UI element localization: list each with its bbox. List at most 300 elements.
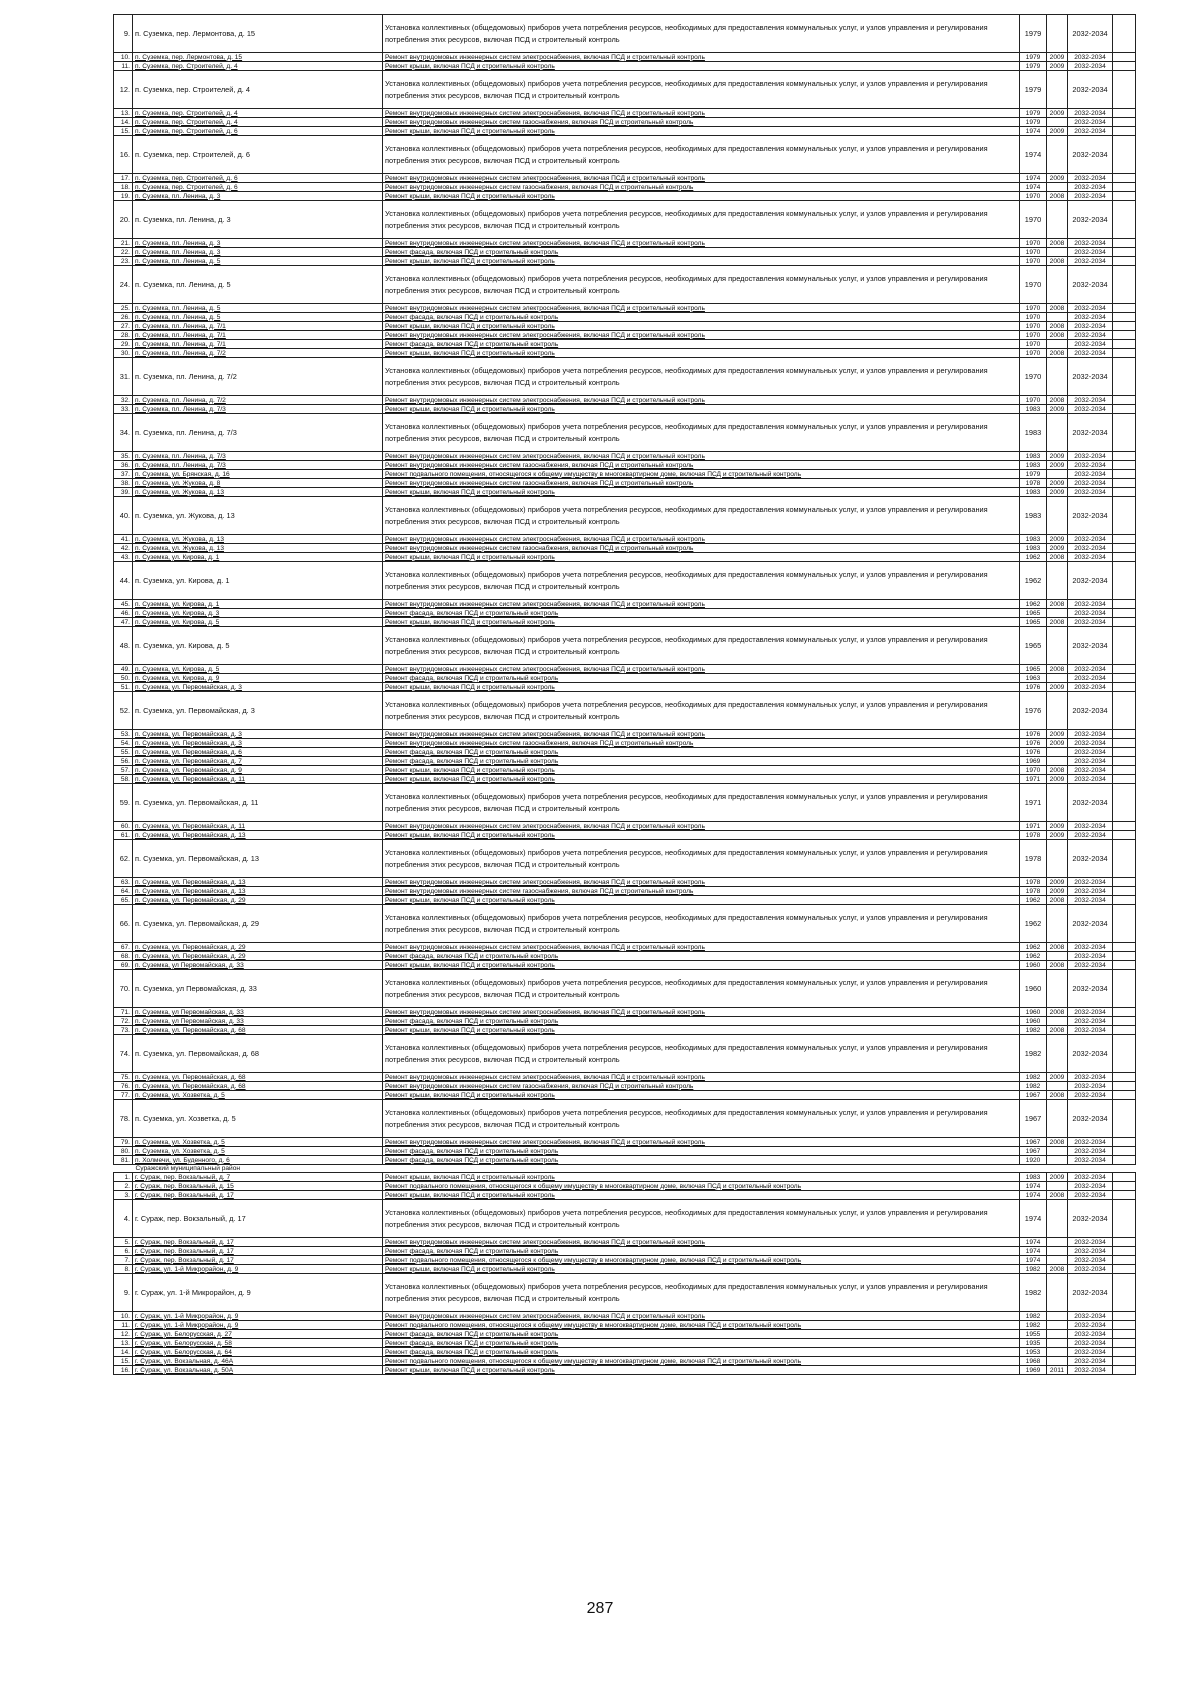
planned-period-cell: 2032-2034 <box>1068 878 1113 887</box>
last-repair-year-cell: 2011 <box>1047 1366 1068 1375</box>
year-built-cell: 1983 <box>1020 461 1047 470</box>
table-row <box>114 952 1136 961</box>
row-number-cell: 52. <box>114 692 133 730</box>
work-type-cell: Ремонт внутридомовых инженерных систем электроснабжения, включая ПСД и строительный контроль <box>383 822 1020 831</box>
year-built-cell: 1970 <box>1020 201 1047 239</box>
empty-cell <box>1113 665 1136 674</box>
empty-cell <box>1113 248 1136 257</box>
year-built-cell: 1978 <box>1020 840 1047 878</box>
empty-cell <box>1113 553 1136 562</box>
address-cell: п. Суземка, ул. Хозветка, д. 5 <box>133 1147 383 1156</box>
planned-period-cell: 2032-2034 <box>1068 609 1113 618</box>
table-row <box>114 109 1136 118</box>
row-number-cell: 23. <box>114 257 133 266</box>
table-row <box>114 1274 1136 1312</box>
address-cell: г. Сураж, пер. Вокзальный, д. 15 <box>133 1182 383 1191</box>
row-number-cell: 21. <box>114 239 133 248</box>
empty-cell <box>1113 674 1136 683</box>
row-number-cell: 15. <box>114 127 133 136</box>
work-type-cell: Ремонт фасада, включая ПСД и строительный контроль <box>383 952 1020 961</box>
row-number-cell: 24. <box>114 266 133 304</box>
last-repair-year-cell: 2008 <box>1047 396 1068 405</box>
last-repair-year-cell <box>1047 266 1068 304</box>
planned-period-cell: 2032-2034 <box>1068 183 1113 192</box>
address-cell: п. Суземка, ул. Кирова, д. 3 <box>133 609 383 618</box>
row-number-cell: 73. <box>114 1026 133 1035</box>
row-number-cell: 14. <box>114 1348 133 1357</box>
year-built-cell: 1955 <box>1020 1330 1047 1339</box>
work-type-cell: Ремонт внутридомовых инженерных систем газоснабжения, включая ПСД и строительный контроль <box>383 118 1020 127</box>
row-number-cell: 28. <box>114 331 133 340</box>
table-row <box>114 831 1136 840</box>
planned-period-cell: 2032-2034 <box>1068 1138 1113 1147</box>
year-built-cell: 1974 <box>1020 1200 1047 1238</box>
work-type-cell: Установка коллективных (общедомовых) приборов учета потребления ресурсов, необходимых для предоставления коммунальных услуг, и узлов управления и регулирования потребления этих ресурсов, включая ПСД и строительный контроль <box>383 201 1020 239</box>
work-type-cell: Установка коллективных (общедомовых) приборов учета потребления ресурсов, необходимых для предоставления коммунальных услуг, и узлов управления и регулирования потребления этих ресурсов, включая ПСД и строительный контроль <box>383 414 1020 452</box>
section-title: Суражский муниципальный район <box>133 1165 1136 1173</box>
planned-period-cell: 2032-2034 <box>1068 674 1113 683</box>
last-repair-year-cell: 2008 <box>1047 961 1068 970</box>
work-type-cell: Установка коллективных (общедомовых) приборов учета потребления ресурсов, необходимых для предоставления коммунальных услуг, и узлов управления и регулирования потребления этих ресурсов, включая ПСД и строительный контроль <box>383 1100 1020 1138</box>
row-number-cell: 36. <box>114 461 133 470</box>
planned-period-cell: 2032-2034 <box>1068 479 1113 488</box>
year-built-cell: 1979 <box>1020 71 1047 109</box>
work-type-cell: Ремонт крыши, включая ПСД и строительный контроль <box>383 766 1020 775</box>
empty-cell <box>1113 887 1136 896</box>
planned-period-cell: 2032-2034 <box>1068 544 1113 553</box>
last-repair-year-cell: 2009 <box>1047 831 1068 840</box>
empty-cell <box>1113 1265 1136 1274</box>
address-cell: п. Суземка, ул Первомайская, д. 33 <box>133 961 383 970</box>
address-cell: п. Суземка, пер. Строителей, д. 4 <box>133 109 383 118</box>
row-number-cell: 1. <box>114 1173 133 1182</box>
address-cell: п. Суземка, пл. Ленина, д. 3 <box>133 239 383 248</box>
last-repair-year-cell: 2008 <box>1047 553 1068 562</box>
row-number-cell: 66. <box>114 905 133 943</box>
table-row <box>114 1265 1136 1274</box>
address-cell: п. Суземка, ул. Первомайская, д. 11 <box>133 784 383 822</box>
address-cell: г. Сураж, пер. Вокзальный, д. 7 <box>133 1173 383 1182</box>
address-cell: п. Суземка, пл. Ленина, д. 7/3 <box>133 414 383 452</box>
address-cell: п. Суземка, ул. Первомайская, д. 13 <box>133 840 383 878</box>
table-row <box>114 600 1136 609</box>
planned-period-cell: 2032-2034 <box>1068 1191 1113 1200</box>
year-built-cell: 1962 <box>1020 600 1047 609</box>
last-repair-year-cell <box>1047 15 1068 53</box>
table-row <box>114 266 1136 304</box>
address-cell: п. Суземка, ул. Первомайская, д. 3 <box>133 739 383 748</box>
table-row <box>114 53 1136 62</box>
table-row <box>114 1091 1136 1100</box>
table-row <box>114 1200 1136 1238</box>
row-number-cell: 16. <box>114 1366 133 1375</box>
last-repair-year-cell <box>1047 609 1068 618</box>
last-repair-year-cell <box>1047 1200 1068 1238</box>
address-cell: п. Суземка, ул. Хозветка, д. 5 <box>133 1091 383 1100</box>
work-type-cell: Ремонт крыши, включая ПСД и строительный контроль <box>383 618 1020 627</box>
empty-cell <box>1113 304 1136 313</box>
planned-period-cell: 2032-2034 <box>1068 1366 1113 1375</box>
table-row <box>114 405 1136 414</box>
year-built-cell: 1971 <box>1020 822 1047 831</box>
work-type-cell: Ремонт внутридомовых инженерных систем электроснабжения, включая ПСД и строительный контроль <box>383 1008 1020 1017</box>
year-built-cell: 1962 <box>1020 553 1047 562</box>
last-repair-year-cell: 2008 <box>1047 618 1068 627</box>
planned-period-cell: 2032-2034 <box>1068 396 1113 405</box>
empty-cell <box>1113 340 1136 349</box>
planned-period-cell: 2032-2034 <box>1068 497 1113 535</box>
work-type-cell: Ремонт фасада, включая ПСД и строительный контроль <box>383 1147 1020 1156</box>
table-row <box>114 201 1136 239</box>
planned-period-cell: 2032-2034 <box>1068 896 1113 905</box>
last-repair-year-cell: 2009 <box>1047 62 1068 71</box>
empty-cell <box>1113 414 1136 452</box>
work-type-cell: Ремонт внутридомовых инженерных систем электроснабжения, включая ПСД и строительный контроль <box>383 1073 1020 1082</box>
planned-period-cell: 2032-2034 <box>1068 905 1113 943</box>
last-repair-year-cell <box>1047 118 1068 127</box>
planned-period-cell: 2032-2034 <box>1068 358 1113 396</box>
last-repair-year-cell <box>1047 497 1068 535</box>
last-repair-year-cell: 2009 <box>1047 1073 1068 1082</box>
year-built-cell: 1976 <box>1020 692 1047 730</box>
planned-period-cell: 2032-2034 <box>1068 748 1113 757</box>
planned-period-cell: 2032-2034 <box>1068 887 1113 896</box>
planned-period-cell: 2032-2034 <box>1068 53 1113 62</box>
table-row <box>114 331 1136 340</box>
last-repair-year-cell <box>1047 340 1068 349</box>
empty-cell <box>1113 109 1136 118</box>
address-cell: п. Суземка, ул. Первомайская, д. 29 <box>133 905 383 943</box>
address-cell: п. Суземка, ул. Первомайская, д. 11 <box>133 822 383 831</box>
year-built-cell: 1967 <box>1020 1100 1047 1138</box>
planned-period-cell: 2032-2034 <box>1068 1339 1113 1348</box>
empty-cell <box>1113 618 1136 627</box>
empty-cell <box>1113 905 1136 943</box>
empty-cell <box>1113 739 1136 748</box>
address-cell: п. Суземка, ул. Первомайская, д. 68 <box>133 1026 383 1035</box>
year-built-cell: 1983 <box>1020 405 1047 414</box>
year-built-cell: 1970 <box>1020 766 1047 775</box>
row-number-cell: 2. <box>114 1182 133 1191</box>
row-number-cell: 19. <box>114 192 133 201</box>
row-number-cell: 58. <box>114 775 133 784</box>
row-number-cell: 17. <box>114 174 133 183</box>
last-repair-year-cell: 2008 <box>1047 331 1068 340</box>
year-built-cell: 1983 <box>1020 497 1047 535</box>
address-cell: п. Суземка, ул. Хозветка, д. 5 <box>133 1138 383 1147</box>
work-type-cell: Ремонт фасада, включая ПСД и строительный контроль <box>383 1330 1020 1339</box>
work-type-cell: Ремонт крыши, включая ПСД и строительный контроль <box>383 896 1020 905</box>
address-cell: п. Суземка, ул. Кирова, д. 5 <box>133 627 383 665</box>
planned-period-cell: 2032-2034 <box>1068 1321 1113 1330</box>
last-repair-year-cell <box>1047 1274 1068 1312</box>
table-row <box>114 1147 1136 1156</box>
row-number-cell: 54. <box>114 739 133 748</box>
empty-cell <box>1113 127 1136 136</box>
row-number-cell: 40. <box>114 497 133 535</box>
work-type-cell: Ремонт фасада, включая ПСД и строительный контроль <box>383 1017 1020 1026</box>
year-built-cell: 1963 <box>1020 674 1047 683</box>
row-number-cell: 33. <box>114 405 133 414</box>
planned-period-cell: 2032-2034 <box>1068 239 1113 248</box>
work-type-cell: Ремонт крыши, включая ПСД и строительный контроль <box>383 961 1020 970</box>
empty-cell <box>1113 479 1136 488</box>
empty-cell <box>1113 896 1136 905</box>
year-built-cell: 1962 <box>1020 905 1047 943</box>
row-number-cell: 76. <box>114 1082 133 1091</box>
table-row <box>114 896 1136 905</box>
row-number-cell: 29. <box>114 340 133 349</box>
planned-period-cell: 2032-2034 <box>1068 1026 1113 1035</box>
table-row <box>114 479 1136 488</box>
address-cell: п. Суземка, пер. Строителей, д. 6 <box>133 136 383 174</box>
row-number-cell: 74. <box>114 1035 133 1073</box>
planned-period-cell: 2032-2034 <box>1068 1091 1113 1100</box>
planned-period-cell: 2032-2034 <box>1068 349 1113 358</box>
table-row <box>114 127 1136 136</box>
empty-cell <box>1113 497 1136 535</box>
empty-cell <box>1113 748 1136 757</box>
address-cell: п. Суземка, пл. Ленина, д. 3 <box>133 192 383 201</box>
planned-period-cell: 2032-2034 <box>1068 304 1113 313</box>
empty-cell <box>1113 1256 1136 1265</box>
empty-cell <box>1113 266 1136 304</box>
planned-period-cell: 2032-2034 <box>1068 1200 1113 1238</box>
work-type-cell: Ремонт внутридомовых инженерных систем газоснабжения, включая ПСД и строительный контроль <box>383 739 1020 748</box>
year-built-cell: 1965 <box>1020 618 1047 627</box>
empty-cell <box>1113 1017 1136 1026</box>
planned-period-cell: 2032-2034 <box>1068 470 1113 479</box>
empty-cell <box>1113 1321 1136 1330</box>
last-repair-year-cell: 2008 <box>1047 1091 1068 1100</box>
row-number-cell: 13. <box>114 1339 133 1348</box>
work-type-cell: Ремонт внутридомовых инженерных систем электроснабжения, включая ПСД и строительный контроль <box>383 452 1020 461</box>
table-row <box>114 535 1136 544</box>
table-row <box>114 766 1136 775</box>
last-repair-year-cell: 2008 <box>1047 1026 1068 1035</box>
address-cell: п. Суземка, ул. Первомайская, д. 68 <box>133 1035 383 1073</box>
work-type-cell: Установка коллективных (общедомовых) приборов учета потребления ресурсов, необходимых для предоставления коммунальных услуг, и узлов управления и регулирования потребления этих ресурсов, включая ПСД и строительный контроль <box>383 15 1020 53</box>
row-number-cell: 60. <box>114 822 133 831</box>
last-repair-year-cell: 2008 <box>1047 896 1068 905</box>
row-number-cell: 67. <box>114 943 133 952</box>
address-cell: п. Суземка, пл. Ленина, д. 7/3 <box>133 452 383 461</box>
last-repair-year-cell <box>1047 136 1068 174</box>
row-number-cell: 65. <box>114 896 133 905</box>
last-repair-year-cell: 2008 <box>1047 600 1068 609</box>
row-number-cell: 22. <box>114 248 133 257</box>
work-type-cell: Ремонт фасада, включая ПСД и строительный контроль <box>383 674 1020 683</box>
planned-period-cell: 2032-2034 <box>1068 1008 1113 1017</box>
year-built-cell: 1974 <box>1020 1191 1047 1200</box>
table-row <box>114 1366 1136 1375</box>
work-type-cell: Ремонт внутридомовых инженерных систем электроснабжения, включая ПСД и строительный контроль <box>383 665 1020 674</box>
last-repair-year-cell <box>1047 674 1068 683</box>
year-built-cell: 1982 <box>1020 1312 1047 1321</box>
row-number-cell: 43. <box>114 553 133 562</box>
row-number-cell: 57. <box>114 766 133 775</box>
table-row <box>114 683 1136 692</box>
row-number-cell: 53. <box>114 730 133 739</box>
table-row <box>114 562 1136 600</box>
work-type-cell: Установка коллективных (общедомовых) приборов учета потребления ресурсов, необходимых для предоставления коммунальных услуг, и узлов управления и регулирования потребления этих ресурсов, включая ПСД и строительный контроль <box>383 784 1020 822</box>
last-repair-year-cell <box>1047 562 1068 600</box>
address-cell: п. Суземка, ул. Жукова, д. 13 <box>133 497 383 535</box>
year-built-cell: 1974 <box>1020 127 1047 136</box>
year-built-cell: 1982 <box>1020 1073 1047 1082</box>
empty-cell <box>1113 766 1136 775</box>
year-built-cell: 1962 <box>1020 943 1047 952</box>
last-repair-year-cell <box>1047 1348 1068 1357</box>
year-built-cell: 1974 <box>1020 136 1047 174</box>
address-cell: п. Суземка, пер. Лермонтова, д. 15 <box>133 15 383 53</box>
year-built-cell: 1970 <box>1020 266 1047 304</box>
empty-cell <box>1113 71 1136 109</box>
table-row <box>114 544 1136 553</box>
table-row <box>114 349 1136 358</box>
year-built-cell: 1976 <box>1020 683 1047 692</box>
address-cell: п. Суземка, пер. Строителей, д. 6 <box>133 183 383 192</box>
work-type-cell: Ремонт внутридомовых инженерных систем газоснабжения, включая ПСД и строительный контроль <box>383 544 1020 553</box>
address-cell: п. Суземка, ул. Жукова, д. 13 <box>133 535 383 544</box>
last-repair-year-cell <box>1047 627 1068 665</box>
last-repair-year-cell: 2009 <box>1047 53 1068 62</box>
year-built-cell: 1983 <box>1020 1173 1047 1182</box>
planned-period-cell: 2032-2034 <box>1068 331 1113 340</box>
table-row <box>114 192 1136 201</box>
table-row <box>114 470 1136 479</box>
planned-period-cell: 2032-2034 <box>1068 1265 1113 1274</box>
address-cell: п. Суземка, пл. Ленина, д. 7/1 <box>133 340 383 349</box>
row-number-cell: 35. <box>114 452 133 461</box>
year-built-cell: 1979 <box>1020 62 1047 71</box>
table-row <box>114 943 1136 952</box>
planned-period-cell: 2032-2034 <box>1068 1100 1113 1138</box>
empty-cell <box>1113 535 1136 544</box>
row-number-cell: 49. <box>114 665 133 674</box>
empty-cell <box>1113 970 1136 1008</box>
table-row <box>114 665 1136 674</box>
empty-cell <box>1113 831 1136 840</box>
address-cell: п. Суземка, ул. Кирова, д. 5 <box>133 665 383 674</box>
row-number-cell: 9. <box>114 15 133 53</box>
planned-period-cell: 2032-2034 <box>1068 1147 1113 1156</box>
last-repair-year-cell <box>1047 414 1068 452</box>
address-cell: г. Сураж, ул. 1-й Микрорайон, д. 9 <box>133 1321 383 1330</box>
repair-program-table <box>113 14 1136 1375</box>
planned-period-cell: 2032-2034 <box>1068 1348 1113 1357</box>
planned-period-cell: 2032-2034 <box>1068 766 1113 775</box>
work-type-cell: Ремонт крыши, включая ПСД и строительный контроль <box>383 683 1020 692</box>
planned-period-cell: 2032-2034 <box>1068 757 1113 766</box>
empty-cell <box>1113 349 1136 358</box>
row-number-cell: 71. <box>114 1008 133 1017</box>
year-built-cell: 1982 <box>1020 1274 1047 1312</box>
empty-cell <box>1113 1330 1136 1339</box>
work-type-cell: Установка коллективных (общедомовых) приборов учета потребления ресурсов, необходимых для предоставления коммунальных услуг, и узлов управления и регулирования потребления этих ресурсов, включая ПСД и строительный контроль <box>383 1274 1020 1312</box>
empty-cell <box>1113 878 1136 887</box>
address-cell: п. Суземка, пл. Ленина, д. 7/1 <box>133 322 383 331</box>
row-number-cell: 25. <box>114 304 133 313</box>
last-repair-year-cell <box>1047 1330 1068 1339</box>
table-row <box>114 322 1136 331</box>
last-repair-year-cell <box>1047 757 1068 766</box>
address-cell: п. Суземка, ул. Кирова, д. 5 <box>133 618 383 627</box>
empty-cell <box>1113 201 1136 239</box>
row-number-cell: 38. <box>114 479 133 488</box>
work-type-cell: Ремонт внутридомовых инженерных систем газоснабжения, включая ПСД и строительный контроль <box>383 887 1020 896</box>
empty-cell <box>1113 1339 1136 1348</box>
row-number-cell: 14. <box>114 118 133 127</box>
row-number-cell: 7. <box>114 1256 133 1265</box>
work-type-cell: Ремонт фасада, включая ПСД и строительный контроль <box>383 1348 1020 1357</box>
row-number-cell: 9. <box>114 1274 133 1312</box>
last-repair-year-cell: 2009 <box>1047 405 1068 414</box>
last-repair-year-cell: 2008 <box>1047 1265 1068 1274</box>
address-cell: п. Суземка, ул. Первомайская, д. 9 <box>133 766 383 775</box>
planned-period-cell: 2032-2034 <box>1068 943 1113 952</box>
row-number-cell: 63. <box>114 878 133 887</box>
empty-cell <box>1113 136 1136 174</box>
planned-period-cell: 2032-2034 <box>1068 739 1113 748</box>
year-built-cell: 1974 <box>1020 1247 1047 1256</box>
address-cell: г. Сураж, ул. 1-й Микрорайон, д. 9 <box>133 1265 383 1274</box>
last-repair-year-cell: 2008 <box>1047 1191 1068 1200</box>
work-type-cell: Ремонт крыши, включая ПСД и строительный контроль <box>383 831 1020 840</box>
work-type-cell: Ремонт крыши, включая ПСД и строительный контроль <box>383 127 1020 136</box>
year-built-cell: 1967 <box>1020 1147 1047 1156</box>
year-built-cell: 1960 <box>1020 961 1047 970</box>
planned-period-cell: 2032-2034 <box>1068 1357 1113 1366</box>
last-repair-year-cell: 2009 <box>1047 739 1068 748</box>
address-cell: п. Суземка, ул Первомайская, д. 33 <box>133 1017 383 1026</box>
year-built-cell: 1960 <box>1020 1008 1047 1017</box>
year-built-cell: 1970 <box>1020 349 1047 358</box>
row-number-cell: 31. <box>114 358 133 396</box>
row-number-cell: 26. <box>114 313 133 322</box>
year-built-cell: 1976 <box>1020 739 1047 748</box>
address-cell: г. Сураж, ул. Белорусская, д. 64 <box>133 1348 383 1357</box>
empty-cell <box>1113 1238 1136 1247</box>
section-spacer <box>114 1165 133 1173</box>
work-type-cell: Ремонт подвального помещения, относящегося к общему имуществу в многоквартирном доме, включая ПСД и строительный контроль <box>383 1357 1020 1366</box>
row-number-cell: 47. <box>114 618 133 627</box>
last-repair-year-cell: 2009 <box>1047 488 1068 497</box>
address-cell: п. Суземка, пер. Строителей, д. 4 <box>133 118 383 127</box>
empty-cell <box>1113 322 1136 331</box>
table-row <box>114 1321 1136 1330</box>
work-type-cell: Установка коллективных (общедомовых) приборов учета потребления ресурсов, необходимых для предоставления коммунальных услуг, и узлов управления и регулирования потребления этих ресурсов, включая ПСД и строительный контроль <box>383 136 1020 174</box>
work-type-cell: Ремонт подвального помещения, относящегося к общему имуществу в многоквартирном доме, включая ПСД и строительный контроль <box>383 470 1020 479</box>
work-type-cell: Ремонт крыши, включая ПСД и строительный контроль <box>383 1173 1020 1182</box>
work-type-cell: Ремонт подвального помещения, относящегося к общему имуществу в многоквартирном доме, включая ПСД и строительный контроль <box>383 1321 1020 1330</box>
row-number-cell: 8. <box>114 1265 133 1274</box>
planned-period-cell: 2032-2034 <box>1068 452 1113 461</box>
last-repair-year-cell: 2008 <box>1047 1138 1068 1147</box>
work-type-cell: Ремонт крыши, включая ПСД и строительный контроль <box>383 1191 1020 1200</box>
year-built-cell: 1970 <box>1020 248 1047 257</box>
address-cell: г. Сураж, пер. Вокзальный, д. 17 <box>133 1238 383 1247</box>
table-row <box>114 1256 1136 1265</box>
year-built-cell: 1979 <box>1020 470 1047 479</box>
work-type-cell: Установка коллективных (общедомовых) приборов учета потребления ресурсов, необходимых для предоставления коммунальных услуг, и узлов управления и регулирования потребления этих ресурсов, включая ПСД и строительный контроль <box>383 358 1020 396</box>
year-built-cell: 1974 <box>1020 183 1047 192</box>
table-row <box>114 118 1136 127</box>
empty-cell <box>1113 757 1136 766</box>
year-built-cell: 1978 <box>1020 878 1047 887</box>
table-row <box>114 396 1136 405</box>
table-row <box>114 739 1136 748</box>
